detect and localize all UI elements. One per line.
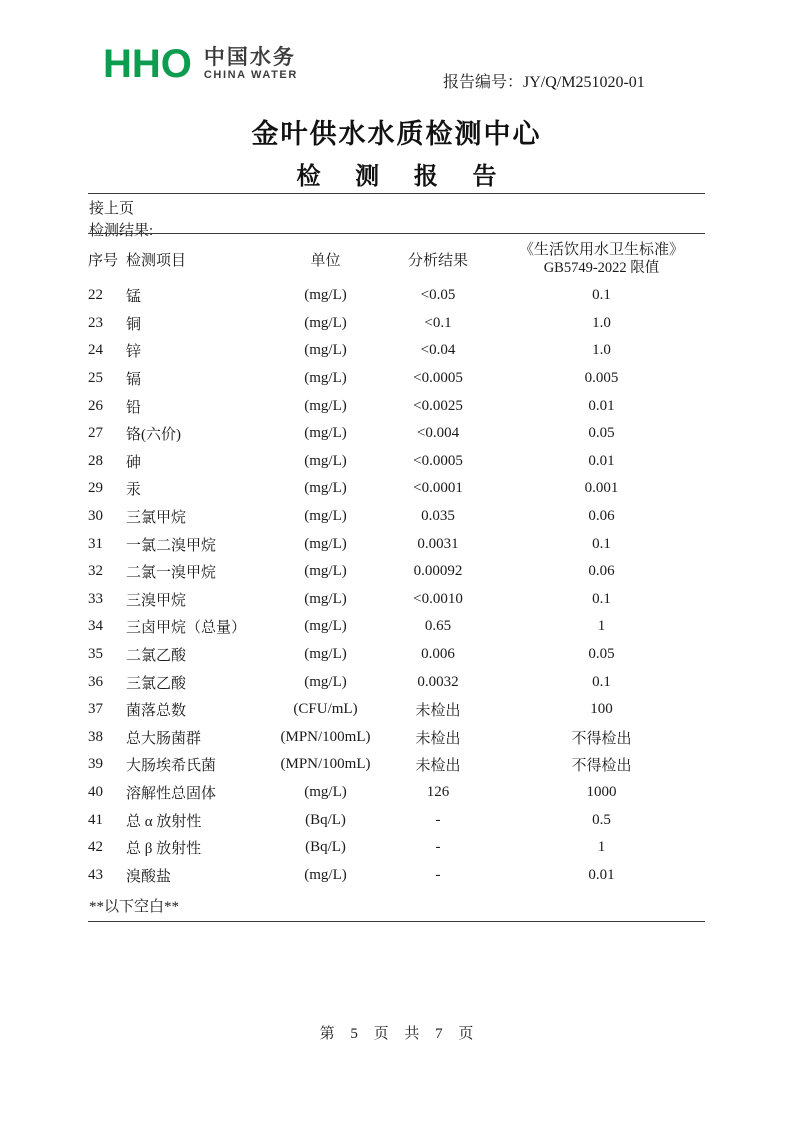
cell-limit: 0.1	[592, 535, 611, 552]
cell-limit: 0.1	[592, 590, 611, 607]
cell-result: <0.1	[424, 314, 452, 331]
header-unit: 单位	[310, 252, 341, 269]
table-row	[88, 861, 705, 889]
cell-unit: (mg/L)	[304, 287, 347, 304]
report-number-value: JY/Q/M251020-01	[523, 74, 645, 91]
cell-result: <0.0001	[413, 480, 463, 497]
cell-limit: 0.005	[584, 370, 619, 387]
table-row	[88, 558, 705, 586]
cell-no: 27	[88, 425, 103, 442]
cell-result: 0.65	[424, 618, 452, 635]
cell-item: 二氯一溴甲烷	[126, 565, 217, 582]
cell-item: 三氯甲烷	[126, 510, 187, 527]
table-row	[88, 751, 705, 779]
table-row	[88, 530, 705, 558]
divider-top	[88, 193, 705, 194]
cell-item: 汞	[126, 482, 142, 499]
end-of-data-note: **以下空白**	[89, 899, 180, 915]
cell-unit: (mg/L)	[304, 673, 347, 690]
cell-limit: 0.5	[592, 811, 611, 828]
cell-limit: 0.01	[588, 397, 615, 414]
cell-no: 24	[88, 342, 103, 359]
cell-item: 三氯乙酸	[126, 675, 187, 692]
cell-no: 43	[88, 866, 103, 883]
cell-unit: (mg/L)	[304, 563, 347, 580]
cell-unit: (mg/L)	[304, 480, 347, 497]
cell-no: 29	[88, 480, 103, 497]
cell-limit: 0.1	[592, 673, 611, 690]
cell-unit: (Bq/L)	[305, 811, 346, 828]
cell-item: 锰	[126, 289, 142, 306]
table-row	[88, 724, 705, 752]
cell-unit: (mg/L)	[304, 342, 347, 359]
cell-result: <0.004	[416, 425, 460, 442]
table-body	[88, 282, 705, 889]
cell-unit: (MPN/100mL)	[280, 728, 371, 745]
cell-unit: (Bq/L)	[305, 839, 346, 856]
cell-no: 32	[88, 563, 103, 580]
results-label: 检测结果:	[89, 223, 154, 239]
logo-cn-name: 中国水务	[203, 45, 296, 69]
cell-result: 未检出	[415, 758, 461, 775]
cell-no: 34	[88, 618, 103, 635]
cell-item: 铬(六价)	[126, 427, 181, 444]
cell-limit: 0.06	[588, 563, 615, 580]
table-row	[88, 696, 705, 724]
cell-result: <0.0010	[413, 590, 463, 607]
cell-result: -	[435, 866, 441, 883]
table-row	[88, 834, 705, 862]
header-result: 分析结果	[407, 252, 468, 269]
table-row	[88, 613, 705, 641]
table-row	[88, 365, 705, 393]
page-subtitle: 检 测 报 告	[296, 163, 511, 190]
cell-item: 砷	[126, 454, 142, 471]
cell-unit: (mg/L)	[304, 314, 347, 331]
header-limit-line1: 《生活饮用水卫生标准》	[518, 241, 684, 258]
table-header	[88, 236, 705, 282]
cell-result: 0.0032	[417, 673, 459, 690]
table-row	[88, 282, 705, 310]
cell-item: 溶解性总固体	[126, 785, 217, 802]
cell-no: 30	[88, 508, 103, 525]
cell-item: 锌	[126, 344, 142, 361]
hho-logo-icon: HHO	[103, 42, 192, 86]
cell-result: 未检出	[415, 730, 461, 747]
table-row	[88, 337, 705, 365]
logo-names	[204, 46, 298, 82]
cell-no: 36	[88, 673, 103, 690]
cell-item: 三溴甲烷	[126, 592, 187, 609]
cell-item: 总 α 放射性	[126, 813, 202, 830]
table-row	[88, 806, 705, 834]
table-header-row	[88, 236, 705, 282]
table-row	[88, 641, 705, 669]
cell-item: 总大肠菌群	[126, 730, 202, 747]
cell-result: <0.05	[420, 287, 456, 304]
cell-unit: (mg/L)	[304, 590, 347, 607]
table-row	[88, 420, 705, 448]
cell-unit: (mg/L)	[304, 535, 347, 552]
table-row	[88, 392, 705, 420]
cell-no: 26	[88, 397, 103, 414]
cell-result: -	[435, 811, 441, 828]
cell-no: 42	[88, 839, 103, 856]
divider-table-top	[88, 233, 705, 234]
cell-limit: 0.01	[588, 452, 615, 469]
table-row	[88, 503, 705, 531]
cell-item: 菌落总数	[126, 703, 187, 720]
cell-unit: (mg/L)	[304, 397, 347, 414]
cell-no: 40	[88, 783, 103, 800]
cell-item: 总 β 放射性	[126, 841, 202, 858]
cell-limit: 1.0	[592, 342, 611, 359]
page-footer: 第 5 页 共 7 页	[319, 1026, 474, 1042]
cell-result: 126	[426, 783, 450, 800]
cell-limit: 100	[590, 701, 613, 718]
cell-result: 0.00092	[413, 563, 463, 580]
cell-result: -	[435, 839, 441, 856]
cell-no: 28	[88, 452, 103, 469]
header-no: 序号	[88, 252, 119, 269]
results-table	[88, 236, 705, 889]
cell-limit: 0.05	[588, 646, 615, 663]
cell-result: 0.035	[421, 508, 455, 525]
header-limit-line2: GB5749-2022 限值	[543, 260, 660, 277]
cell-item: 二氯乙酸	[126, 648, 187, 665]
logo-en-name: CHINA WATER	[203, 68, 298, 81]
cell-item: 铜	[126, 316, 142, 333]
cell-unit: (mg/L)	[304, 783, 347, 800]
table-row	[88, 668, 705, 696]
cell-unit: (mg/L)	[304, 646, 347, 663]
cell-result: 0.006	[421, 646, 455, 663]
cell-limit: 1	[597, 839, 606, 856]
cell-unit: (mg/L)	[304, 370, 347, 387]
cell-result: <0.0005	[413, 452, 463, 469]
page-title: 金叶供水水质检测中心	[251, 119, 542, 149]
table-row	[88, 586, 705, 614]
cell-no: 31	[88, 535, 103, 552]
cell-item: 镉	[126, 372, 142, 389]
cell-limit: 0.1	[592, 287, 611, 304]
cell-no: 23	[88, 314, 103, 331]
cell-limit: 0.05	[588, 425, 615, 442]
cell-no: 35	[88, 646, 103, 663]
cell-item: 大肠埃希氏菌	[126, 758, 217, 775]
cell-result: <0.0005	[413, 370, 463, 387]
table-row	[88, 310, 705, 338]
cell-no: 37	[88, 701, 103, 718]
cell-result: <0.0025	[413, 397, 463, 414]
cell-unit: (mg/L)	[304, 866, 347, 883]
header-item: 检测项目	[126, 252, 187, 269]
divider-bottom	[88, 921, 705, 922]
cell-limit: 不得检出	[571, 758, 632, 775]
cell-result: 未检出	[415, 703, 461, 720]
cell-unit: (MPN/100mL)	[280, 756, 371, 773]
cell-limit: 不得检出	[571, 730, 632, 747]
cell-limit: 0.06	[588, 508, 615, 525]
cell-no: 33	[88, 590, 103, 607]
cell-no: 38	[88, 728, 103, 745]
cell-limit: 0.001	[584, 480, 619, 497]
cell-limit: 1	[597, 618, 606, 635]
cell-item: 三卤甲烷（总量）	[126, 620, 247, 637]
cell-unit: (mg/L)	[304, 425, 347, 442]
cell-no: 41	[88, 811, 103, 828]
cell-unit: (CFU/mL)	[293, 701, 358, 718]
table-row	[88, 475, 705, 503]
continuation-note: 接上页	[89, 201, 135, 217]
cell-no: 25	[88, 370, 103, 387]
report-number-label: 报告编号：	[443, 74, 524, 91]
table-row	[88, 779, 705, 807]
cell-limit: 0.01	[588, 866, 615, 883]
cell-unit: (mg/L)	[304, 452, 347, 469]
cell-result: <0.04	[420, 342, 456, 359]
header-limit	[498, 236, 705, 282]
table-row	[88, 448, 705, 476]
cell-no: 39	[88, 756, 103, 773]
cell-unit: (mg/L)	[304, 618, 347, 635]
cell-limit: 1.0	[592, 314, 611, 331]
report-number	[443, 69, 645, 92]
cell-limit: 1000	[586, 783, 617, 800]
cell-item: 铅	[126, 399, 142, 416]
cell-unit: (mg/L)	[304, 508, 347, 525]
cell-result: 0.0031	[417, 535, 459, 552]
company-logo	[103, 44, 298, 84]
cell-item: 一氯二溴甲烷	[126, 537, 217, 554]
cell-no: 22	[88, 287, 103, 304]
cell-item: 溴酸盐	[126, 868, 172, 885]
